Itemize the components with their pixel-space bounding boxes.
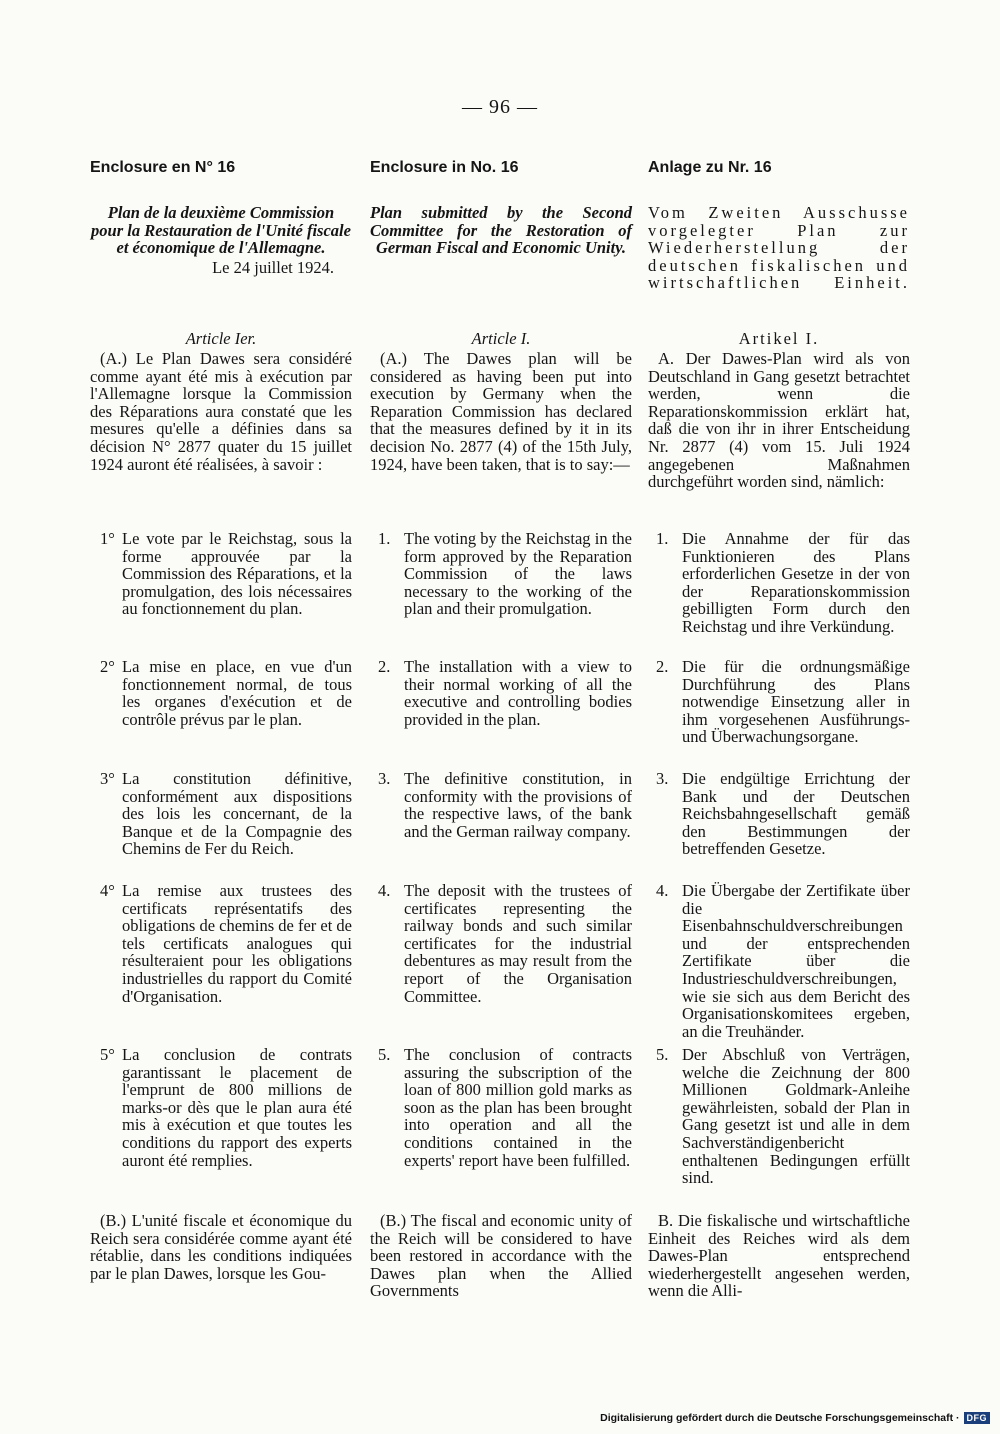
list-item — [90, 770, 352, 858]
list-item — [370, 530, 632, 618]
item-number: 4. — [656, 881, 669, 900]
item-number: 4° — [100, 881, 115, 900]
plan-title: Vom Zweiten Ausschusse vorgelegter Plan zur Wiederherstellung der deutschen fiskalischen und wirtschaftlichen Einheit. — [648, 203, 910, 293]
item-text: La constitution définitive, conformément aux dispositions des lois les concernant, de la Banque et de la Compagnie des Chemins de Fer du Reich. — [122, 769, 352, 859]
article-heading: Article Ier. — [185, 329, 257, 348]
item-number: 1. — [378, 529, 391, 548]
footer-text: Digitalisierung gefördert durch die Deutsche Forschungsgemeinschaft · — [600, 1412, 960, 1424]
paragraph-b: (B.) The fiscal and economic unity of the Reich will be considered to have been restored in accordance with the Dawes plan when the Allied Governments — [370, 1211, 632, 1301]
article-heading: Article I. — [471, 329, 531, 348]
list-item — [648, 658, 910, 746]
enclosure-heading: Anlage zu Nr. 16 — [648, 159, 772, 176]
item-number: 3. — [656, 769, 669, 788]
list-item — [648, 882, 910, 1040]
item-text: Die endgültige Errichtung der Bank und der Deutschen Reichsbahngesellschaft gemäß den Bestimmungen der betreffenden Gesetze. — [682, 769, 910, 859]
article-heading: Artikel I. — [738, 329, 820, 348]
list-item — [370, 1046, 632, 1169]
page-number: — 96 — — [462, 96, 538, 118]
enclosure-heading: Enclosure en N° 16 — [90, 159, 236, 176]
list-item — [648, 770, 910, 858]
paragraph-a: (A.) The Dawes plan will be considered as having been put into execution by Germany when the Reparation Commission has declared that the measures defined by it in its decision No. 2877 (4) of the 15th July, 1924, have been taken, that is to say:— — [370, 349, 632, 474]
plan-title: Plan submitted by the Second Committee for the Restoration of German Fiscal and Economic Unity. — [370, 203, 632, 258]
column-german — [648, 158, 910, 1338]
item-text: Die Annahme der für das Funktionieren des Plans erforderlichen Gesetze in der von der Reparationskommission gebilligten Form durch den Reichstag und ihre Verkündung. — [682, 529, 910, 636]
list-item — [90, 530, 352, 618]
list-item — [648, 1046, 910, 1187]
list-item — [648, 530, 910, 636]
item-text: La conclusion de contrats garantissant le placement de l'emprunt de 800 millions de marks-or dès que le plan aura été mis à exécution et que toutes les conditions du rapport des experts auront été remplies. — [122, 1045, 352, 1170]
item-number: 1. — [656, 529, 669, 548]
column-english — [370, 158, 632, 1338]
item-number: 3° — [100, 769, 115, 788]
item-number: 4. — [378, 881, 391, 900]
document-date: Le 24 juillet 1924. — [212, 257, 334, 277]
list-item — [90, 658, 352, 728]
item-text: Der Abschluß von Verträgen, welche die Zeichnung der 800 Millionen Goldmark-Anleihe gewährleisten, sobald der Plan in Gang gesetzt ist und alle in dem Sachverständigenbericht enthaltenen Bedingungen erfüllt sind. — [682, 1045, 910, 1188]
dfg-logo-icon: DFG — [964, 1412, 991, 1424]
item-text: The definitive constitution, in conformity with the provisions of the respective laws, of the bank and the German railway company. — [404, 769, 632, 841]
item-text: The installation with a view to their normal working of all the executive and controlling bodies provided in the plan. — [404, 657, 632, 729]
item-number: 5. — [656, 1045, 669, 1064]
list-item — [370, 658, 632, 728]
item-text: Die Übergabe der Zertifikate über die Eisenbahnschuldverschreibungen und der entsprechenden Zertifikate über die Industrieschuldverschreibungen, wie sie sich aus dem Bericht des Organisationskomitees ergeben, an die Treuhänder. — [682, 881, 910, 1041]
item-number: 1° — [100, 529, 115, 548]
item-text: La mise en place, en vue d'un fonctionnement normal, de tous les organes d'exécution et de contrôle prévus par le plan. — [122, 657, 352, 729]
item-number: 2° — [100, 657, 115, 676]
item-text: Le vote par le Reichstag, sous la forme approuvée par la Commission des Réparations, et la promulgation, des lois nécessaires au fonctionnement du plan. — [122, 529, 352, 619]
list-item — [370, 770, 632, 840]
item-text: The deposit with the trustees of certificates representing the railway bonds and such similar certificates for the industrial debentures as may result from the report of the Organisation Committee. — [404, 881, 632, 1006]
item-number: 5° — [100, 1045, 115, 1064]
list-item — [370, 882, 632, 1005]
item-number: 5. — [378, 1045, 391, 1064]
paragraph-b: (B.) L'unité fiscale et économique du Reich sera considérée comme ayant été rétablie, dans les conditions indiquées par le plan Dawes, lorsque les Gou- — [90, 1211, 352, 1283]
digitization-footer — [600, 1412, 990, 1424]
item-text: La remise aux trustees des certificats représentatifs des obligations de chemins de fer et de tels certificats analogues qui résulteraient pour les obligations industrielles du rapport du Comité d'Organisation. — [122, 881, 353, 1006]
paragraph-a: A. Der Dawes-Plan wird als von Deutschland in Gang gesetzt betrachtet werden, wenn die Reparationskommission erklärt hat, daß die von ihr in ihrer Entscheidung Nr. 2877 (4) vom 15. Juli 1924 angegebenen Maßnahmen durchgeführt worden sind, nämlich: — [648, 349, 910, 492]
item-number: 3. — [378, 769, 391, 788]
paragraph-b: B. Die fiskalische und wirtschaftliche Einheit des Reiches wird als dem Dawes-Plan entsprechend wiederhergestellt angesehen werden, wenn die Alli- — [648, 1211, 910, 1301]
item-number: 2. — [378, 657, 391, 676]
item-text: The voting by the Reichstag in the form approved by the Reparation Commission of the laws necessary to the working of the plan and their promulgation. — [404, 529, 632, 619]
list-item — [90, 882, 352, 1005]
item-text: The conclusion of contracts assuring the subscription of the loan of 800 million gold marks as soon as the plan has been brought into operation and all the conditions contained in the experts' report have been fulfilled. — [404, 1045, 632, 1170]
item-text: Die für die ordnungsmäßige Durchführung des Plans notwendige Einsetzung aller in ihm vorgesehenen Ausführungs- und Überwachungsorgane. — [682, 657, 910, 747]
column-french — [90, 158, 352, 1338]
enclosure-heading: Enclosure in No. 16 — [370, 159, 519, 176]
list-item — [90, 1046, 352, 1169]
item-number: 2. — [656, 657, 669, 676]
paragraph-a: (A.) Le Plan Dawes sera considéré comme ayant été mis à exécution par l'Allemagne lorsque la Commission des Réparations aura constaté que les mesures qu'elle a définies dans sa décision N° 2877 quater du 15 juillet 1924 auront été réalisées, à savoir : — [90, 349, 352, 474]
plan-title: Plan de la deuxième Commission pour la Restauration de l'Unité fiscale et économique de l'Allemagne. — [91, 203, 351, 258]
